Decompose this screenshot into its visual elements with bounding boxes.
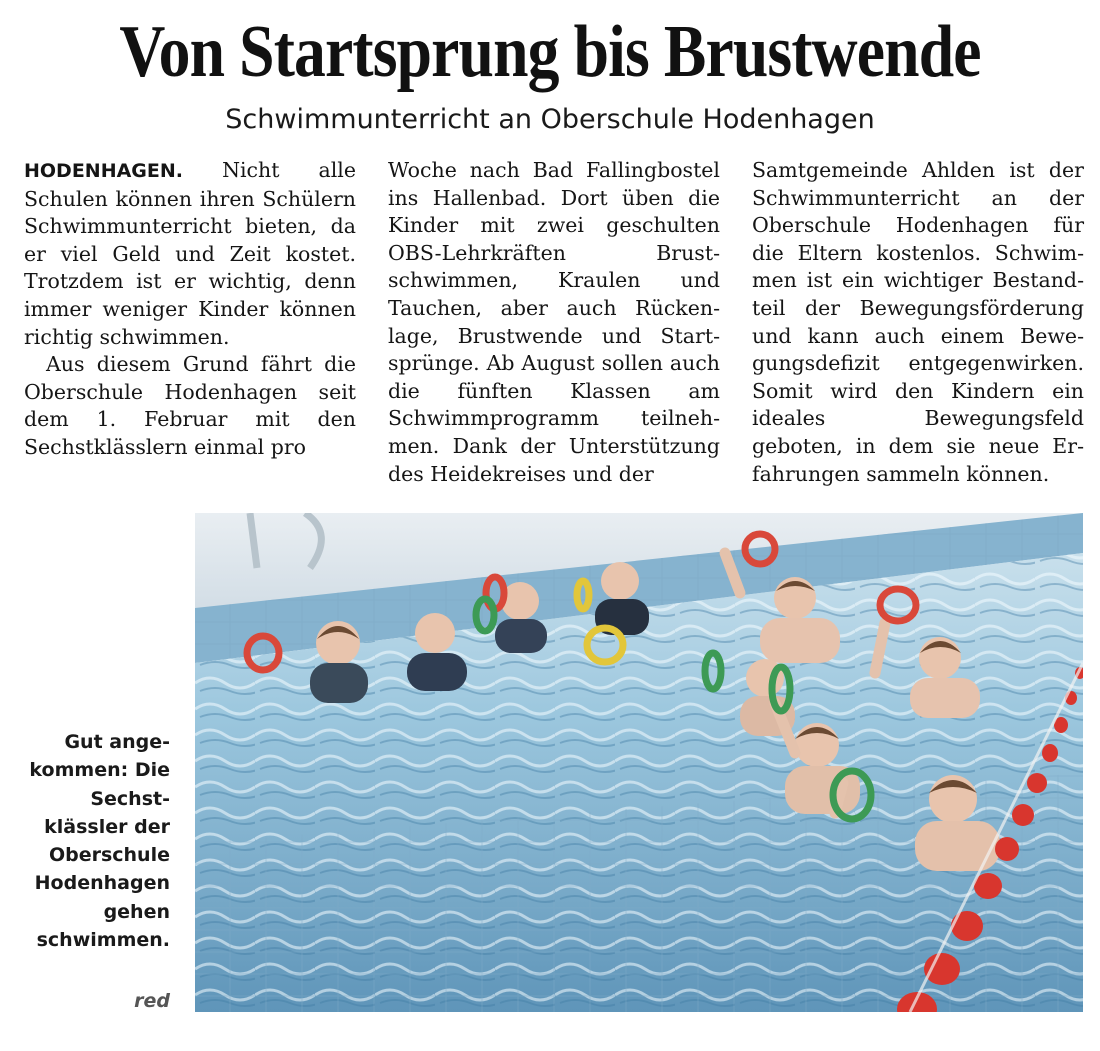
subheadline: Schwimmunterricht an Oberschule Hodenhagen [225, 104, 875, 135]
article-column-1 [24, 157, 356, 462]
paragraph-2-part-2: Woche nach Bad Fallingbostel ins Hallenbad. Dort üben die Kinder mit zwei geschulten OBS-Lehrkräften Brustschwimmen, Kraulen und Tauchen, aber auch Rückenlage, Brustwende und Startsprünge. Ab August sollen auch die fünften Klassen am Schwimmprogramm teilnehmen. Dank der Unterstützung des Heidekreises und der [388, 158, 720, 486]
photo-credit: red [134, 990, 170, 1012]
dateline: HODENHAGEN. [24, 160, 184, 182]
article-column-2 [388, 157, 720, 488]
swimming-pool-photo [195, 513, 1083, 1012]
paragraph-2-part-3: Samtgemeinde Ahlden ist der Schwimmunterricht an der Oberschule Hodenhagen für die Eltern kostenlos. Schwimmen ist ein wichtiger Bestandteil der Bewegungsförderung und kann auch einem Bewegungsdefizit entgegenwirken. Somit wird den Kindern ein ideales Bewegungsfeld geboten, in dem sie neue Erfahrungen sammeln können. [752, 158, 1084, 486]
paragraph-2-part-1: Aus diesem Grund fährt die Oberschule Hodenhagen seit dem 1. Februar mit den Sechstklässlern einmal pro [24, 352, 356, 459]
photo-caption: Gut angekommen: Die Sechstklässler der Oberschule Hodenhagen gehen schwimmen. [29, 731, 170, 952]
headline: Von Startsprung bis Brustwende [119, 11, 981, 93]
article-column-3 [752, 157, 1084, 488]
paragraph-1: Nicht alle Schulen können ihren Schülern Schwimmunterricht bieten, da er viel Geld und Zeit kostet. Trotzdem ist er wichtig, denn immer weniger Kinder können richtig schwimmen. [24, 158, 356, 349]
